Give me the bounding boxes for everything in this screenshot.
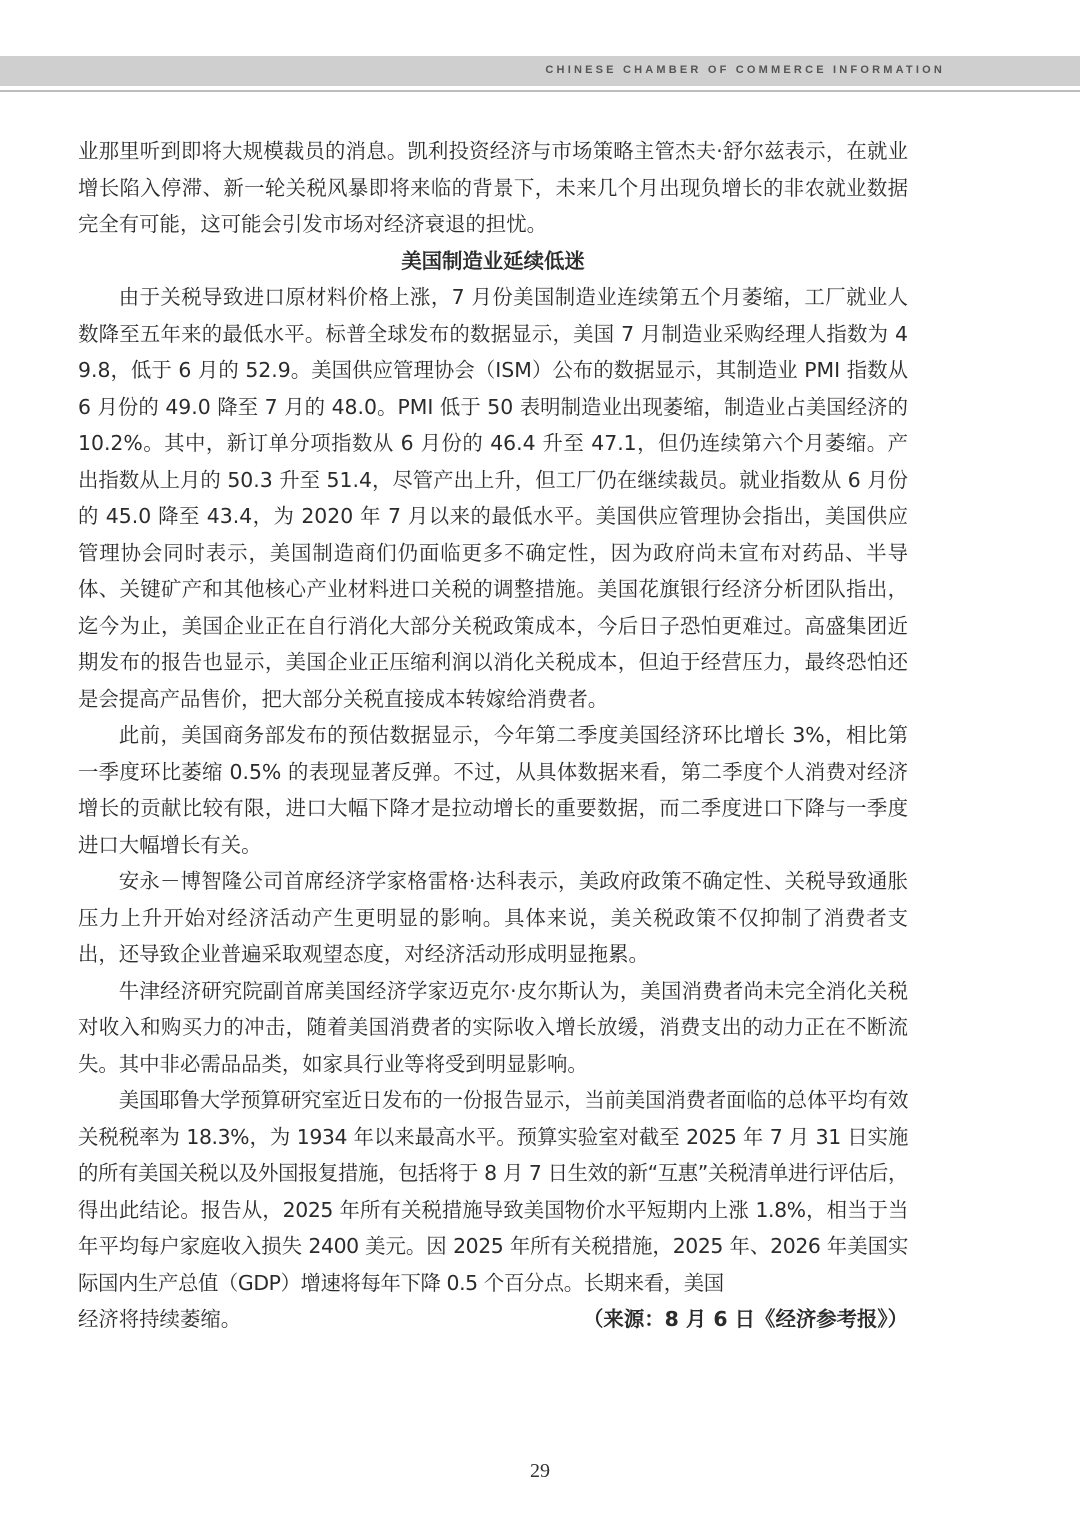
page-number: 29 [530,1460,550,1482]
paragraph-gdp: 此前，美国商务部发布的预估数据显示，今年第二季度美国经济环比增长 3%，相比第一季度环比萎缩 0.5% 的表现显著反弹。不过，从具体数据来看，第二季度个人消费对经济增长的贡献比较有限，进口大幅下降才是拉动增长的重要数据，而二季度进口下降与一季度进口大幅增长有关。 [78,723,908,857]
paragraph-yale-report: 美国耶鲁大学预算研究室近日发布的一份报告显示，当前美国消费者面临的总体平均有效关税税率为 18.3%，为 1934 年以来最高水平。预算实验室对截至 2025 年 7 月 31 日实施的所有美国关税以及外国报复措施，包括将于 8 月 7 日生效的新“互惠”关税清单进行评估后，得出此结论。报告从，2025 年所有关税措施导致美国物价水平短期内上涨 1.8%，相当于当年平均每户家庭收入损失 2400 美元。因 2025 年所有关税措施，2025 年、2026 年美国实际国内生产总值（GDP）增速将每年下降 0.5 个百分点。长期来看，美国 [78,1088,908,1295]
running-header: CHINESE CHAMBER OF COMMERCE INFORMATION [545,64,945,76]
source-citation: （来源：8 月 6 日《经济参考报》） [583,1307,908,1331]
paragraph-ey-comment: 安永－博智隆公司首席经济学家格雷格·达科表示，美政府政策不确定性、关税导致通胀压力上升开始对经济活动产生更明显的影响。具体来说，美关税政策不仅抑制了消费者支出，还导致企业普遍采取观望态度，对经济活动形成明显拖累。 [78,869,908,966]
paragraph-oxford-comment: 牛津经济研究院副首席美国经济学家迈克尔·皮尔斯认为，美国消费者尚未完全消化关税对收入和购买力的冲击，随着美国消费者的实际收入增长放缓，消费支出的动力正在不断流失。其中非必需品品类，如家具行业等将受到明显影响。 [78,978,908,1076]
closing-line [78,1301,908,1338]
paragraph-continued: 业那里听到即将大规模裁员的消息。凯利投资经济与市场策略主管杰夫·舒尔兹表示，在就业增长陷入停滞、新一轮关税风暴即将来临的背景下，未来几个月出现负增长的非农就业数据完全有可能，这可能会引发市场对经济衰退的担忧。 [78,139,908,236]
closing-text: 经济将持续萎缩。 [78,1307,242,1331]
article-body [78,133,908,1338]
paragraph-manufacturing: 由于关税导致进口原材料价格上涨，7 月份美国制造业连续第五个月萎缩，工厂就业人数降至五年来的最低水平。标普全球发布的数据显示，美国 7 月制造业采购经理人指数为 49.8，低于 6 月的 52.9。美国供应管理协会（ISM）公布的数据显示，其制造业 PMI 指数从 6 月份的 49.0 降至 7 月的 48.0。PMI 低于 50 表明制造业出现萎缩，制造业占美国经济的 10.2%。其中，新订单分项指数从 6 月份的 46.4 升至 47.1，但仍连续第六个月萎缩。产出指数从上月的 50.3 升至 51.4，尽管产出上升，但工厂仍在继续裁员。就业指数从 6 月份的 45.0 降至 43.4，为 2020 年 7 月以来的最低水平。美国供应管理协会指出，美国供应管理协会同时表示，美国制造商们仍面临更多不确定性，因为政府尚未宣布对药品、半导体、关键矿产和其他核心产业材料进口关税的调整措施。美国花旗银行经济分析团队指出，迄今为止，美国企业正在自行消化大部分关税政策成本，今后日子恐怕更难过。高盛集团近期发布的报告也显示，美国企业正压缩利润以消化关税成本，但迫于经营压力，最终恐怕还是会提高产品售价，把大部分关税直接成本转嫁给消费者。 [78,285,908,711]
header-divider [0,90,1080,92]
section-heading: 美国制造业延续低迷 [401,248,585,273]
